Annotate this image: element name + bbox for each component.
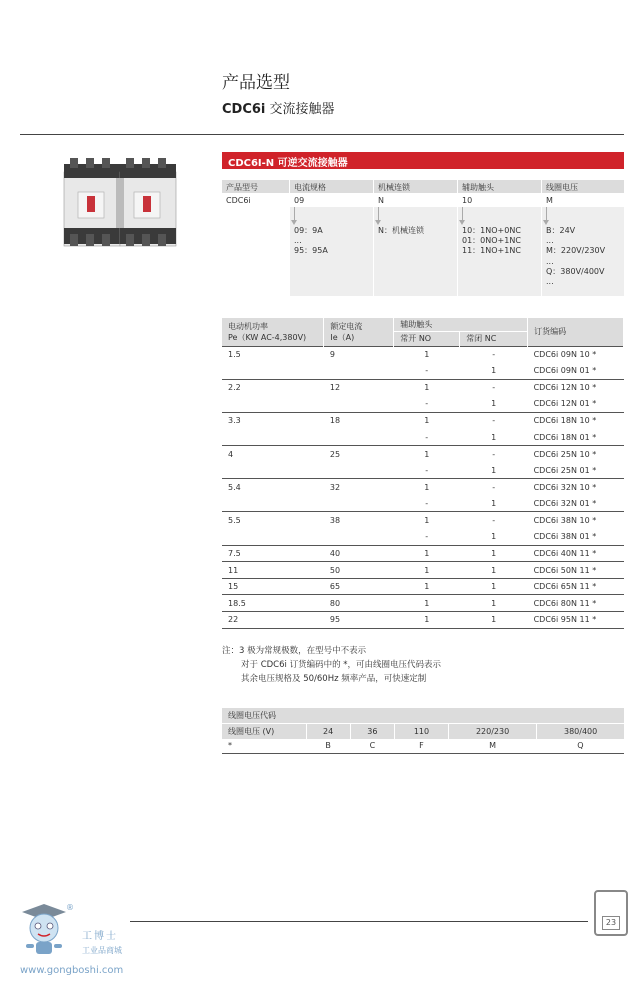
current-cell xyxy=(324,363,394,380)
voltage-code: F xyxy=(395,739,449,753)
table-row xyxy=(222,446,624,463)
aux-options xyxy=(458,226,521,257)
page-number: 23 xyxy=(602,916,620,930)
power-cell: 18.5 xyxy=(222,595,324,612)
no-cell: 1 xyxy=(394,412,460,429)
no-cell: - xyxy=(425,399,429,409)
nc-cell: - xyxy=(460,412,528,429)
down-arrow-icon xyxy=(462,207,463,221)
current-cell: 80 xyxy=(324,595,394,612)
code-header-aux: 辅助触头 xyxy=(458,180,541,193)
page-number-box xyxy=(594,890,628,936)
option-line: N：机械连锁 xyxy=(378,226,424,235)
nc-cell: - xyxy=(460,479,528,496)
nc-cell: - xyxy=(460,512,528,529)
table-row xyxy=(222,562,624,579)
selection-table xyxy=(222,318,624,629)
no-cell: - xyxy=(425,465,429,475)
voltage-code: Q xyxy=(537,739,624,753)
power-cell: 22 xyxy=(222,612,324,629)
power-cell: 15 xyxy=(222,578,324,595)
code-header-current: 电流规格 xyxy=(290,180,373,193)
order-code-cell: CDC6i 40N 11 * xyxy=(528,545,624,562)
order-code-cell: CDC6i 50N 11 * xyxy=(528,562,624,579)
order-code-cell: CDC6i 25N 10 * xyxy=(528,446,624,463)
nc-cell: 1 xyxy=(491,432,497,442)
power-cell xyxy=(222,429,324,446)
nc-cell: 1 xyxy=(491,498,497,508)
col-header-power: 电动机功率 Pe（KW AC-4,380V) xyxy=(222,318,324,346)
coil-options xyxy=(542,226,605,287)
no-cell: 1 xyxy=(394,479,460,496)
order-code-cell: CDC6i 38N 01 * xyxy=(533,532,597,542)
no-cell: 1 xyxy=(394,562,460,579)
brand-name: 工博士 xyxy=(82,931,118,942)
option-line: 10：1NO+0NC xyxy=(462,226,521,235)
top-divider xyxy=(20,134,624,135)
current-cell: 18 xyxy=(324,412,394,429)
page-subtitle xyxy=(222,98,335,117)
current-cell: 38 xyxy=(324,512,394,529)
no-cell: - xyxy=(425,532,429,542)
section-title-bar: CDC6I-N 可逆交流接触器 xyxy=(222,152,624,169)
table-row xyxy=(222,612,624,629)
order-code-cell: CDC6i 09N 01 * xyxy=(533,366,597,376)
current-cell: 32 xyxy=(324,479,394,496)
power-cell: 5.5 xyxy=(222,512,324,529)
order-code-cell: CDC6i 80N 11 * xyxy=(528,595,624,612)
power-cell: 11 xyxy=(222,562,324,579)
code-options-bg xyxy=(374,207,457,296)
nc-cell: 1 xyxy=(491,366,497,376)
option-line: 09：9A xyxy=(294,226,323,235)
voltage-code: M xyxy=(448,739,536,753)
no-cell: 1 xyxy=(394,379,460,396)
current-cell: 95 xyxy=(324,612,394,629)
code-value-current: 09 xyxy=(294,196,305,205)
table-row xyxy=(222,578,624,595)
nc-cell: 1 xyxy=(491,532,497,542)
table-row xyxy=(222,346,624,363)
option-line: B：24V xyxy=(546,226,576,235)
nc-cell: 1 xyxy=(460,595,528,612)
mascot-logo-icon xyxy=(14,902,74,962)
no-cell: - xyxy=(425,432,429,442)
interlock-options xyxy=(374,226,424,236)
power-cell xyxy=(222,363,324,380)
power-cell: 7.5 xyxy=(222,545,324,562)
current-cell xyxy=(324,429,394,446)
order-code-cell: CDC6i 95N 11 * xyxy=(528,612,624,629)
table-row xyxy=(222,479,624,496)
current-cell xyxy=(324,462,394,479)
nc-cell: 1 xyxy=(460,612,528,629)
power-cell: 5.4 xyxy=(222,479,324,496)
voltage-star: * xyxy=(222,739,306,753)
subtitle-model: CDC6i xyxy=(222,102,266,117)
table-row xyxy=(222,495,624,512)
order-code-cell: CDC6i 18N 10 * xyxy=(528,412,624,429)
current-cell: 9 xyxy=(324,346,394,363)
voltage-label: 线圈电压 (V) xyxy=(222,724,306,740)
col-header-no: 常开 NO xyxy=(394,332,460,346)
current-cell: 40 xyxy=(324,545,394,562)
option-line: M：220V/230V xyxy=(546,246,606,256)
model-code-block xyxy=(222,180,624,296)
col-header-current: 额定电流 Ie（A) xyxy=(324,318,394,346)
code-header-interlock: 机械连锁 xyxy=(374,180,457,193)
table-row xyxy=(222,545,624,562)
col-header-nc: 常闭 NC xyxy=(460,332,528,346)
code-value-model: CDC6i xyxy=(226,196,251,205)
code-header-model: 产品型号 xyxy=(222,180,289,193)
table-row xyxy=(222,429,624,446)
brand-url: www.gongboshi.com xyxy=(20,965,124,976)
power-cell: 1.5 xyxy=(222,346,324,363)
power-cell: 2.2 xyxy=(222,379,324,396)
nc-cell: 1 xyxy=(491,465,497,475)
down-arrow-icon xyxy=(546,207,547,221)
power-cell xyxy=(222,529,324,546)
note-line: 其余电压规格及 50/60Hz 频率产品，可快速定制 xyxy=(241,674,427,684)
note-line: 注：3 极为常规极数，在型号中不表示 xyxy=(222,646,367,656)
current-cell: 12 xyxy=(324,379,394,396)
voltage-value: 110 xyxy=(395,724,449,740)
nc-cell: 1 xyxy=(460,545,528,562)
table-row xyxy=(222,412,624,429)
table-row xyxy=(222,396,624,413)
table-row xyxy=(222,529,624,546)
order-code-cell: CDC6i 38N 10 * xyxy=(528,512,624,529)
current-cell xyxy=(324,495,394,512)
order-code-cell: CDC6i 65N 11 * xyxy=(528,578,624,595)
nc-cell: - xyxy=(460,446,528,463)
power-cell xyxy=(222,396,324,413)
bottom-divider xyxy=(130,921,588,922)
voltage-value: 380/400 xyxy=(537,724,624,740)
option-line: 01：0NO+1NC xyxy=(462,236,521,246)
order-code-cell: CDC6i 32N 10 * xyxy=(528,479,624,496)
power-cell xyxy=(222,462,324,479)
nc-cell: - xyxy=(460,379,528,396)
order-code-cell: CDC6i 32N 01 * xyxy=(533,498,597,508)
contactor-product-image xyxy=(60,158,182,250)
nc-cell: - xyxy=(460,346,528,363)
option-line: ... xyxy=(546,277,554,287)
table-row xyxy=(222,512,624,529)
power-cell: 3.3 xyxy=(222,412,324,429)
current-cell xyxy=(324,529,394,546)
option-line: 11：1NO+1NC xyxy=(462,246,521,256)
col-header-aux: 辅助触头 xyxy=(394,318,528,332)
notes xyxy=(222,644,441,686)
current-options xyxy=(290,226,328,257)
code-value-aux: 10 xyxy=(462,196,473,205)
note-line: 对于 CDC6i 订货编码中的 *，可由线圈电压代码表示 xyxy=(241,660,442,670)
page-title: 产品选型 xyxy=(222,73,290,93)
voltage-value: 24 xyxy=(306,724,350,740)
down-arrow-icon xyxy=(294,207,295,221)
table-row xyxy=(222,379,624,396)
registered-mark: ® xyxy=(66,903,74,912)
brand-subtitle: 工业品商城 xyxy=(82,946,122,955)
option-line: ... xyxy=(294,236,302,246)
voltage-code: C xyxy=(350,739,394,753)
current-cell: 25 xyxy=(324,446,394,463)
order-code-cell: CDC6i 12N 01 * xyxy=(533,399,597,409)
order-code-cell: CDC6i 18N 01 * xyxy=(533,432,597,442)
code-value-coil: M xyxy=(546,196,553,205)
table-row xyxy=(222,595,624,612)
no-cell: 1 xyxy=(394,512,460,529)
order-code-cell: CDC6i 25N 01 * xyxy=(533,465,597,475)
voltage-code: B xyxy=(306,739,350,753)
voltage-table-title: 线圈电压代码 xyxy=(222,708,624,724)
no-cell: 1 xyxy=(394,612,460,629)
col-header-order-code: 订货编码 xyxy=(528,318,624,346)
no-cell: 1 xyxy=(394,545,460,562)
code-value-interlock: N xyxy=(378,196,384,205)
option-line: ... xyxy=(546,256,554,266)
voltage-value: 36 xyxy=(350,724,394,740)
subtitle-text: 交流接触器 xyxy=(265,102,335,117)
current-cell: 65 xyxy=(324,578,394,595)
no-cell: 1 xyxy=(394,446,460,463)
no-cell: 1 xyxy=(394,578,460,595)
option-line: Q：380V/400V xyxy=(546,266,605,276)
power-cell: 4 xyxy=(222,446,324,463)
no-cell: 1 xyxy=(394,346,460,363)
coil-voltage-table xyxy=(222,708,624,754)
order-code-cell: CDC6i 12N 10 * xyxy=(528,379,624,396)
down-arrow-icon xyxy=(378,207,379,221)
current-cell: 50 xyxy=(324,562,394,579)
option-line: 95：95A xyxy=(294,246,328,256)
no-cell: - xyxy=(425,498,429,508)
current-cell xyxy=(324,396,394,413)
code-header-coil: 线圈电压 xyxy=(542,180,624,193)
nc-cell: 1 xyxy=(491,399,497,409)
table-row xyxy=(222,363,624,380)
voltage-value: 220/230 xyxy=(448,724,536,740)
option-line: ... xyxy=(546,236,554,246)
table-row xyxy=(222,462,624,479)
no-cell: - xyxy=(425,366,429,376)
nc-cell: 1 xyxy=(460,562,528,579)
power-cell xyxy=(222,495,324,512)
no-cell: 1 xyxy=(394,595,460,612)
nc-cell: 1 xyxy=(460,578,528,595)
order-code-cell: CDC6i 09N 10 * xyxy=(528,346,624,363)
